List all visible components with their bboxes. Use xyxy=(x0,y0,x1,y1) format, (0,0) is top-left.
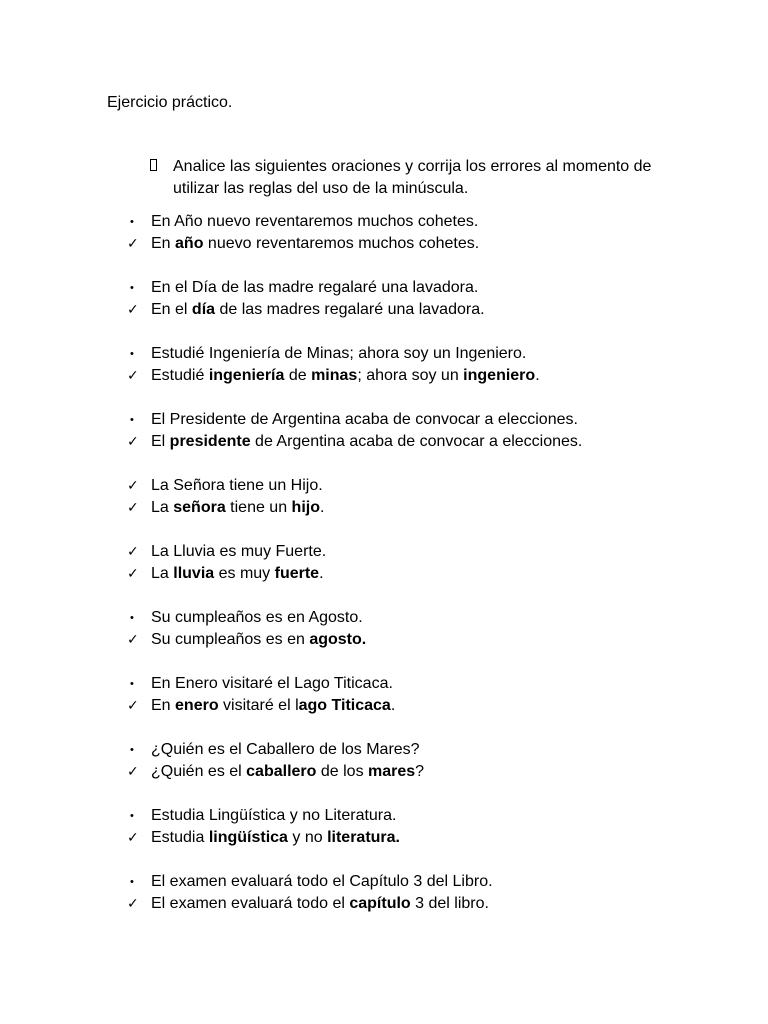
sentence-text xyxy=(151,563,324,585)
checkmark-icon: ✓ xyxy=(127,632,139,648)
sentence-fragment: Su cumpleaños es en xyxy=(151,631,310,648)
checkmark-icon: ✓ xyxy=(127,478,139,494)
sentence-text xyxy=(151,211,478,233)
checkmark-icon: ✓ xyxy=(127,302,139,318)
sentence-text xyxy=(151,871,493,893)
checkmark-icon: ✓ xyxy=(127,368,139,384)
corrected-sentence xyxy=(127,365,727,387)
corrected-sentence xyxy=(127,563,727,585)
bullet-icon: • xyxy=(130,810,134,822)
corrected-word: ago Titicaca xyxy=(298,697,391,714)
bullet-icon: • xyxy=(130,678,134,690)
corrected-word: fuerte xyxy=(274,565,320,582)
sentence-fragment: Estudia xyxy=(151,829,209,846)
original-sentence xyxy=(127,607,727,629)
sentence-fragment: y no xyxy=(287,829,328,846)
sentence-pair xyxy=(127,805,727,849)
sentence-fragment: . xyxy=(319,565,324,582)
corrected-word: lingüística xyxy=(208,829,288,846)
sentence-text xyxy=(151,695,395,717)
sentence-text xyxy=(151,541,326,563)
corrected-word: literatura. xyxy=(327,829,400,846)
sentence-fragment: ¿Quién es el xyxy=(151,763,247,780)
sentence-fragment: La Señora tiene un Hijo. xyxy=(151,477,323,494)
sentence-fragment: Su cumpleaños es en Agosto. xyxy=(151,609,363,626)
sentence-pair xyxy=(127,409,727,453)
original-sentence xyxy=(127,211,727,233)
corrected-word: presidente xyxy=(169,433,251,450)
corrected-word: caballero xyxy=(246,763,317,780)
sentence-fragment: Estudié xyxy=(151,367,209,384)
original-sentence xyxy=(127,409,727,431)
sentence-text xyxy=(151,365,540,387)
corrected-sentence xyxy=(127,431,727,453)
bullet-icon: • xyxy=(130,414,134,426)
corrected-word: enero xyxy=(175,697,219,714)
sentence-pair xyxy=(127,607,727,651)
sentence-fragment: . xyxy=(390,697,396,714)
sentence-text xyxy=(151,607,363,629)
sentence-fragment: de las madres regalaré una lavadora. xyxy=(215,301,485,318)
corrected-word: hijo xyxy=(291,499,320,516)
corrected-sentence xyxy=(127,695,727,717)
sentence-fragment: visitaré el l xyxy=(218,697,299,714)
sentence-list xyxy=(127,211,727,937)
sentence-fragment: . xyxy=(535,367,540,384)
corrected-sentence xyxy=(127,827,727,849)
original-sentence xyxy=(127,277,727,299)
sentence-text xyxy=(151,475,323,497)
sentence-pair xyxy=(127,475,727,519)
corrected-sentence xyxy=(127,629,727,651)
corrected-sentence xyxy=(127,893,727,915)
sentence-fragment: . xyxy=(319,499,325,516)
checkmark-icon: ✓ xyxy=(127,566,139,582)
original-sentence xyxy=(127,805,727,827)
sentence-fragment: El examen evaluará todo el Capítulo 3 del Libro. xyxy=(151,873,493,890)
missing-glyph-bullet-icon xyxy=(150,159,157,171)
corrected-sentence xyxy=(127,497,727,519)
checkmark-icon: ✓ xyxy=(127,236,139,252)
sentence-fragment: 3 del libro. xyxy=(410,895,489,912)
original-sentence xyxy=(127,871,727,893)
sentence-fragment: En Enero visitaré el Lago Titicaca. xyxy=(151,675,393,692)
sentence-text xyxy=(151,233,479,255)
corrected-word: agosto. xyxy=(309,631,367,648)
sentence-pair xyxy=(127,739,727,783)
corrected-sentence xyxy=(127,233,727,255)
sentence-fragment: La xyxy=(151,499,174,516)
sentence-text xyxy=(151,805,396,827)
sentence-text xyxy=(151,409,578,431)
sentence-fragment: En xyxy=(151,235,176,252)
original-sentence xyxy=(127,343,727,365)
corrected-sentence xyxy=(127,299,727,321)
sentence-fragment: ? xyxy=(415,763,425,780)
sentence-text xyxy=(151,299,485,321)
corrected-word: día xyxy=(191,301,216,318)
sentence-fragment: ¿Quién es el Caballero de los Mares? xyxy=(151,741,420,758)
sentence-fragment: En el xyxy=(151,301,192,318)
checkmark-icon: ✓ xyxy=(127,764,139,780)
sentence-fragment: El xyxy=(151,433,170,450)
sentence-text xyxy=(151,343,526,365)
corrected-word: lluvia xyxy=(173,565,215,582)
checkmark-icon: ✓ xyxy=(127,830,139,846)
original-sentence xyxy=(127,541,727,563)
checkmark-icon: ✓ xyxy=(127,698,139,714)
sentence-text xyxy=(151,827,400,849)
sentence-text xyxy=(151,673,393,695)
bullet-icon: • xyxy=(130,348,134,360)
checkmark-icon: ✓ xyxy=(127,500,139,516)
corrected-word: minas xyxy=(311,367,358,384)
sentence-fragment: El examen evaluará todo el xyxy=(151,895,350,912)
corrected-word: capítulo xyxy=(349,895,411,912)
sentence-fragment: En xyxy=(151,697,176,714)
sentence-fragment: tiene un xyxy=(225,499,292,516)
sentence-text xyxy=(151,497,324,519)
sentence-pair xyxy=(127,277,727,321)
sentence-text xyxy=(151,431,582,453)
original-sentence xyxy=(127,673,727,695)
checkmark-icon: ✓ xyxy=(127,896,139,912)
sentence-text xyxy=(151,739,420,761)
sentence-pair xyxy=(127,673,727,717)
sentence-fragment: Estudia Lingüística y no Literatura. xyxy=(151,807,397,824)
sentence-text xyxy=(151,893,489,915)
sentence-pair xyxy=(127,541,727,585)
sentence-pair xyxy=(127,211,727,255)
bullet-icon: • xyxy=(130,876,134,888)
exercise-title: Ejercicio práctico. xyxy=(107,94,233,111)
corrected-sentence xyxy=(127,761,727,783)
sentence-fragment: En Año nuevo reventaremos muchos cohetes. xyxy=(151,213,479,230)
sentence-fragment: nuevo reventaremos muchos cohetes. xyxy=(203,235,480,252)
sentence-fragment: es muy xyxy=(214,565,275,582)
bullet-icon: • xyxy=(130,612,134,624)
corrected-word: mares xyxy=(368,763,416,780)
original-sentence xyxy=(127,739,727,761)
sentence-fragment: Estudié Ingeniería de Minas; ahora soy un Ingeniero. xyxy=(151,345,527,362)
checkmark-icon: ✓ xyxy=(127,544,139,560)
sentence-fragment: En el Día de las madre regalaré una lavadora. xyxy=(151,279,479,296)
corrected-word: año xyxy=(175,235,204,252)
bullet-icon: • xyxy=(130,744,134,756)
instruction-text: Analice las siguientes oraciones y corrija los errores al momento de utilizar las reglas del uso de la minúscula. xyxy=(173,158,652,197)
sentence-pair xyxy=(127,343,727,387)
checkmark-icon: ✓ xyxy=(127,434,139,450)
corrected-word: señora xyxy=(173,499,226,516)
bullet-icon: • xyxy=(130,282,134,294)
sentence-fragment: ; ahora soy un xyxy=(357,367,464,384)
sentence-fragment: La Lluvia es muy Fuerte. xyxy=(151,543,327,560)
sentence-fragment: de los xyxy=(316,763,369,780)
sentence-fragment: de xyxy=(284,367,312,384)
sentence-fragment: de Argentina acaba de convocar a elecciones. xyxy=(250,433,583,450)
sentence-fragment: El Presidente de Argentina acaba de convocar a elecciones. xyxy=(151,411,578,428)
sentence-fragment: La xyxy=(151,565,174,582)
original-sentence xyxy=(127,475,727,497)
sentence-text xyxy=(151,277,478,299)
sentence-text xyxy=(151,629,366,651)
corrected-word: ingeniero xyxy=(463,367,536,384)
corrected-word: ingeniería xyxy=(208,367,285,384)
bullet-icon: • xyxy=(130,216,134,228)
sentence-text xyxy=(151,761,424,783)
sentence-pair xyxy=(127,871,727,915)
